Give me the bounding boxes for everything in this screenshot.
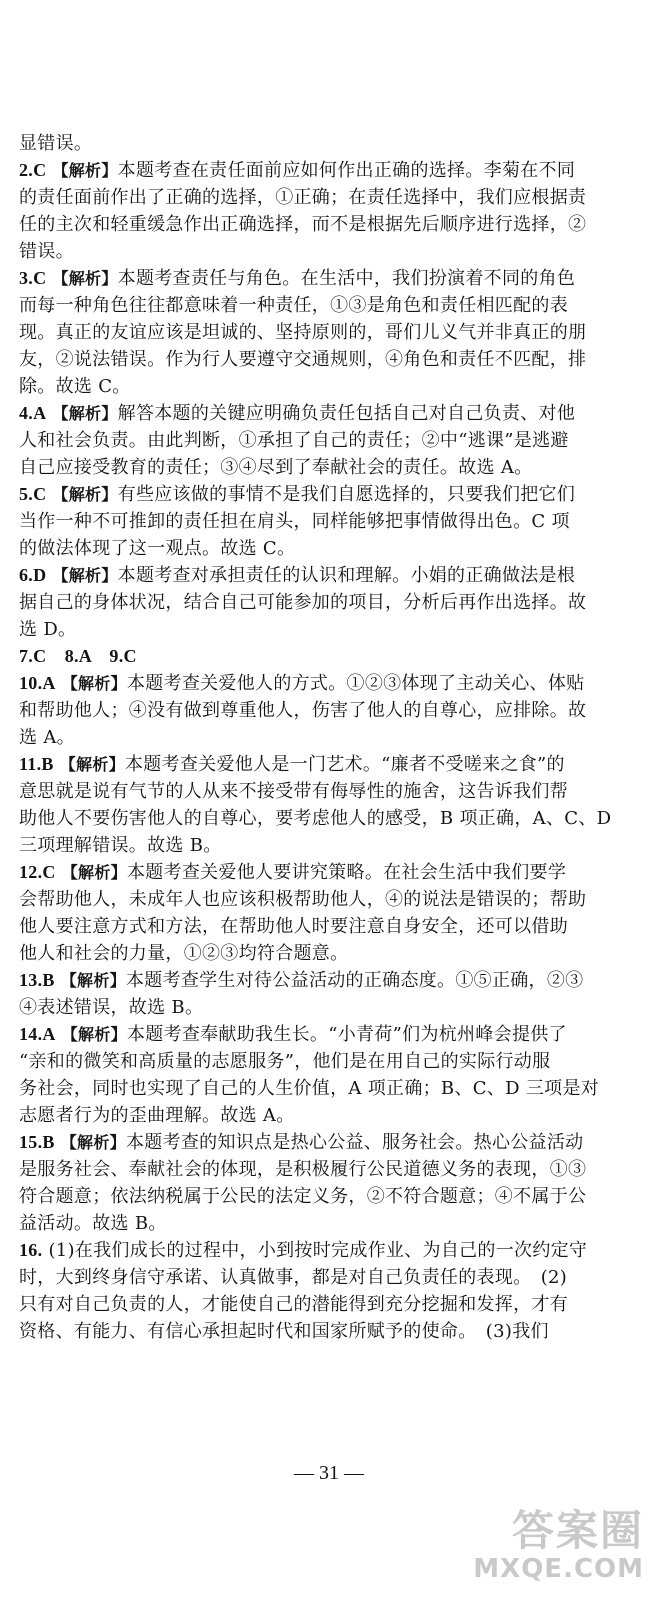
answer-number: 4.A xyxy=(19,403,47,423)
answer-text: 显错误。 xyxy=(19,133,93,154)
analysis-tag: 【解析】 xyxy=(52,404,118,423)
answer-item-line xyxy=(19,1264,647,1291)
answer-number: 6.D xyxy=(19,565,47,585)
answer-text: 本题考查关爱他人是一门艺术。“廉者不受嗟来之食”的 xyxy=(124,754,565,775)
answer-text: 本题考查关爱他人要讲究策略。在社会生活中我们要学 xyxy=(126,862,567,883)
analysis-tag: 【解析】 xyxy=(61,1025,127,1044)
answer-item-line xyxy=(19,292,647,319)
answer-text: 时，大到终身信守承诺、认真做事，都是对自己负责任的表现。 (2) xyxy=(19,1267,568,1288)
answer-text: 而每一种角色往往都意味着一种责任，①③是角色和责任相匹配的表 xyxy=(19,295,568,316)
answer-item-first-line xyxy=(19,643,647,670)
answer-item-line xyxy=(19,886,647,913)
answer-number: 7.C 8.A 9.C xyxy=(19,646,137,666)
answer-item-first-line xyxy=(19,481,647,508)
answer-text: 他人和社会的力量，①②③均符合题意。 xyxy=(19,943,349,964)
answer-item-first-line xyxy=(19,967,647,994)
answer-number: 14.A xyxy=(19,1024,56,1044)
answer-text: 志愿者行为的歪曲理解。故选 A。 xyxy=(19,1105,295,1126)
answer-item-first-line xyxy=(19,670,647,697)
answer-text: 本题考查在责任面前应如何作出正确的选择。李菊在不同 xyxy=(117,160,576,181)
answer-item-line xyxy=(19,994,647,1021)
answer-item-line xyxy=(19,724,647,751)
answer-item-line xyxy=(19,1210,647,1237)
watermark-logo xyxy=(448,1498,648,1590)
answer-item-line xyxy=(19,184,647,211)
answer-text: 助他人不要伤害他人的自尊心，要考虑他人的感受，B 项正确，A、C、D xyxy=(19,808,612,829)
answer-text: 本题考查学生对待公益活动的正确态度。①⑤正确，②③ xyxy=(125,970,584,991)
watermark-url: MXQE.COM xyxy=(473,1554,644,1584)
answer-item-line xyxy=(19,238,647,265)
answer-item-line xyxy=(19,319,647,346)
answer-number: 5.C xyxy=(19,484,47,504)
answer-item-first-line xyxy=(19,1129,647,1156)
answer-text: 本题考查对承担责任的认识和理解。小娟的正确做法是根 xyxy=(117,565,576,586)
answer-item-first-line xyxy=(19,562,647,589)
answer-text: 本题考查的知识点是热心公益、服务社会。热心公益活动 xyxy=(125,1132,584,1153)
answer-text: 资格、有能力、有信心承担起时代和国家所赋予的使命。 (3)我们 xyxy=(19,1321,549,1342)
answer-text: 会帮助他人，未成年人也应该积极帮助他人，④的说法是错误的；帮助 xyxy=(19,889,587,910)
answer-item-line xyxy=(19,346,647,373)
answer-item-line xyxy=(19,508,647,535)
analysis-tag: 【解析】 xyxy=(52,269,118,288)
answer-text: 的做法体现了这一观点。故选 C。 xyxy=(19,538,296,559)
answer-item-line xyxy=(19,1156,647,1183)
answer-item-line xyxy=(19,616,647,643)
answer-item-line xyxy=(19,1318,647,1345)
answer-text: 是服务社会、奉献社会的体现，是积极履行公民道德义务的表现，①③ xyxy=(19,1159,587,1180)
answer-item-line xyxy=(19,832,647,859)
answer-text: 友，②说法错误。作为行人要遵守交通规则，④角色和责任不匹配，排 xyxy=(19,349,587,370)
answer-item-line xyxy=(19,1291,647,1318)
answer-text: 自己应接受教育的责任；③④尽到了奉献社会的责任。故选 A。 xyxy=(19,457,533,478)
page-number: — 31 — xyxy=(294,1462,364,1484)
answer-item-line xyxy=(19,535,647,562)
answer-item-first-line xyxy=(19,265,647,292)
analysis-tag: 【解析】 xyxy=(61,674,127,693)
answer-text: 的责任面前作出了正确的选择，①正确；在责任选择中，我们应根据责 xyxy=(19,187,587,208)
analysis-tag: 【解析】 xyxy=(52,566,118,585)
answer-item-line xyxy=(19,1075,647,1102)
answer-item-first-line xyxy=(19,157,647,184)
answer-number: 10.A xyxy=(19,673,56,693)
answer-item-first-line xyxy=(19,130,647,157)
analysis-tag: 【解析】 xyxy=(59,755,125,774)
analysis-tag: 【解析】 xyxy=(52,485,118,504)
answer-text: 选 D。 xyxy=(19,619,77,640)
answer-text: 务社会，同时也实现了自己的人生价值，A 项正确；B、C、D 三项是对 xyxy=(19,1078,600,1099)
answer-text: 错误。 xyxy=(19,241,74,262)
answer-text: 选 A。 xyxy=(19,727,75,748)
answer-item-first-line xyxy=(19,859,647,886)
answer-item-line xyxy=(19,211,647,238)
answer-text: 人和社会负责。由此判断，①承担了自己的责任；②中“逃课”是逃避 xyxy=(19,430,569,451)
answer-text: 意思就是说有气节的人从来不接受带有侮辱性的施舍，这告诉我们帮 xyxy=(19,781,568,802)
answer-item-line xyxy=(19,697,647,724)
answer-text: 只有对自己负责的人，才能使自己的潜能得到充分挖掘和发挥，才有 xyxy=(19,1294,568,1315)
answer-text: “亲和的微笑和高质量的志愿服务”，他们是在用自己的实际行动服 xyxy=(19,1051,551,1072)
analysis-tag: 【解析】 xyxy=(61,863,127,882)
answer-item-line xyxy=(19,1102,647,1129)
answer-text: (1)在我们成长的过程中，小到按时完成作业、为自己的一次约定守 xyxy=(48,1240,588,1261)
answer-text: 本题考查责任与角色。在生活中，我们扮演着不同的角色 xyxy=(117,268,576,289)
analysis-tag: 【解析】 xyxy=(52,161,118,180)
answer-item-first-line xyxy=(19,751,647,778)
answer-item-first-line xyxy=(19,400,647,427)
answer-text: 本题考查奉献助我生长。“小青荷”们为杭州峰会提供了 xyxy=(126,1024,567,1045)
answer-text: 和帮助他人；④没有做到尊重他人，伤害了他人的自尊心，应排除。故 xyxy=(19,700,587,721)
answer-number: 12.C xyxy=(19,862,56,882)
answer-number: 11.B xyxy=(19,754,54,774)
answer-item-line xyxy=(19,454,647,481)
answer-text: 益活动。故选 B。 xyxy=(19,1213,167,1234)
watermark-text: 答案圈 xyxy=(511,1506,644,1555)
answer-text: 解答本题的关键应明确负责任包括自己对自己负责、对他 xyxy=(117,403,576,424)
answer-text: 现。真正的友谊应该是坦诚的、坚持原则的，哥们儿义气并非真正的朋 xyxy=(19,322,587,343)
answer-number: 13.B xyxy=(19,970,55,990)
analysis-tag: 【解析】 xyxy=(60,1133,126,1152)
answer-item-line xyxy=(19,778,647,805)
answer-text: 任的主次和轻重缓急作出正确选择，而不是根据先后顺序进行选择，② xyxy=(19,214,587,235)
answer-text: 三项理解错误。故选 B。 xyxy=(19,835,222,856)
answer-item-line xyxy=(19,589,647,616)
answer-item-first-line xyxy=(19,1021,647,1048)
answer-item-line xyxy=(19,940,647,967)
answer-text: 有些应该做的事情不是我们自愿选择的，只要我们把它们 xyxy=(117,484,576,505)
answer-item-line xyxy=(19,913,647,940)
answer-number: 3.C xyxy=(19,268,47,288)
answer-list xyxy=(19,130,647,1345)
answer-text: 据自己的身体状况，结合自己可能参加的项目，分析后再作出选择。故 xyxy=(19,592,587,613)
answer-item-line xyxy=(19,1183,647,1210)
analysis-tag: 【解析】 xyxy=(60,971,126,990)
answer-item-line xyxy=(19,805,647,832)
answer-item-first-line xyxy=(19,1237,647,1264)
answer-item-line xyxy=(19,427,647,454)
answer-number: 2.C xyxy=(19,160,47,180)
answer-number: 16. xyxy=(19,1240,43,1260)
answer-text: 符合题意；依法纳税属于公民的法定义务，②不符合题意；④不属于公 xyxy=(19,1186,587,1207)
answer-text: 当作一种不可推卸的责任担在肩头，同样能够把事情做得出色。C 项 xyxy=(19,511,570,532)
answer-number: 15.B xyxy=(19,1132,55,1152)
answer-text: ④表述错误，故选 B。 xyxy=(19,997,204,1018)
answer-text: 本题考查关爱他人的方式。①②③体现了主动关心、体贴 xyxy=(126,673,585,694)
answer-text: 他人要注意方式和方法，在帮助他人时要注意自身安全，还可以借助 xyxy=(19,916,568,937)
answer-item-line xyxy=(19,1048,647,1075)
answer-item-line xyxy=(19,373,647,400)
answer-text: 除。故选 C。 xyxy=(19,376,131,397)
